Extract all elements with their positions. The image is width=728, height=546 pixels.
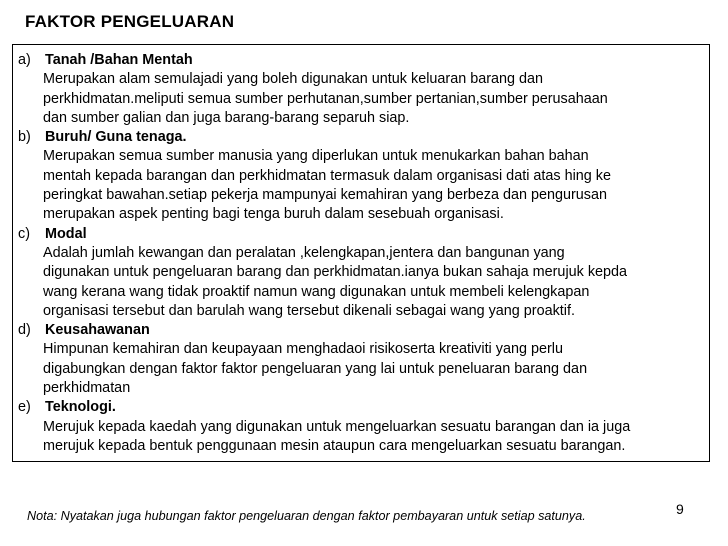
slide-title: FAKTOR PENGELUARAN (25, 12, 235, 31)
item-description (18, 418, 710, 457)
description-line: digunakan untuk pengeluaran barang dan perkhidmatan.ianya bukan sahaja merujuk kepda (43, 264, 628, 281)
description-line: dan sumber galian dan juga barang-barang separuh siap. (43, 109, 410, 126)
description-line: perkhidmatan (43, 380, 131, 397)
item-letter: d) (18, 322, 31, 339)
item-letter: a) (18, 52, 31, 68)
item-heading: Tanah /Bahan Mentah (45, 52, 193, 68)
page-number: 9 (676, 501, 684, 517)
description-line: wang kerana wang tidak proaktif namun wang digunakan untuk membeli kelengkapan (43, 283, 590, 300)
factor-item-buruh (18, 128, 710, 224)
factor-list (18, 51, 710, 456)
item-heading: Buruh/ Guna tenaga. (45, 129, 187, 146)
item-letter: b) (18, 129, 31, 146)
description-line: Himpunan kemahiran dan keupayaan menghadaoi risikoserta kreativiti yang perlu (43, 341, 563, 358)
item-heading: Modal (45, 225, 87, 242)
description-line: merujuk kepada bentuk penggunaan mesin ataupun cara mengeluarkan sesuatu barangan. (43, 437, 626, 454)
factor-item-teknologi (18, 398, 710, 456)
description-line: merupakan aspek penting bagi tenga buruh dalam sesebuah organisasi. (43, 206, 504, 223)
factor-item-tanah (18, 51, 710, 128)
description-line: digabungkan dengan faktor faktor pengeluaran yang lai untuk peneluaran barang dan (43, 360, 588, 377)
description-line: Merujuk kepada kaedah yang digunakan untuk mengeluarkan sesuatu barangan dan ia juga (43, 418, 631, 435)
description-line: Merupakan alam semulajadi yang boleh digunakan untuk keluaran barang dan (43, 71, 544, 88)
description-line: Merupakan semua sumber manusia yang diperlukan untuk menukarkan bahan bahan (43, 148, 589, 165)
description-line: Adalah jumlah kewangan dan peralatan ,kelengkapan,jentera dan bangunan yang (43, 244, 565, 261)
footnote: Nota: Nyatakan juga hubungan faktor pengeluaran dengan faktor pembayaran untuk setiap satunya. (27, 509, 586, 523)
item-description (18, 340, 710, 398)
description-line: peringkat bawahan.setiap pekerja mampunyai kemahiran yang berbeza dan pengurusan (43, 187, 608, 204)
description-line: organisasi tersebut dan barulah wang tersebut dikenali sebagai wang yang proaktif. (43, 302, 575, 319)
factor-item-modal (18, 225, 710, 321)
item-description (18, 147, 710, 224)
description-line: mentah kepada barangan dan perkhidmatan termasuk dalam organisasi dati atas hing ke (43, 167, 611, 184)
item-heading: Keusahawanan (45, 322, 150, 339)
item-description (18, 70, 710, 128)
item-letter: e) (18, 399, 31, 416)
item-letter: c) (18, 225, 30, 242)
item-heading: Teknologi. (45, 399, 116, 416)
item-description (18, 244, 710, 321)
description-line: perkhidmatan.meliputi semua sumber perhutanan,sumber pertanian,sumber perusahaan (43, 90, 608, 107)
factor-item-keusahawanan (18, 321, 710, 398)
